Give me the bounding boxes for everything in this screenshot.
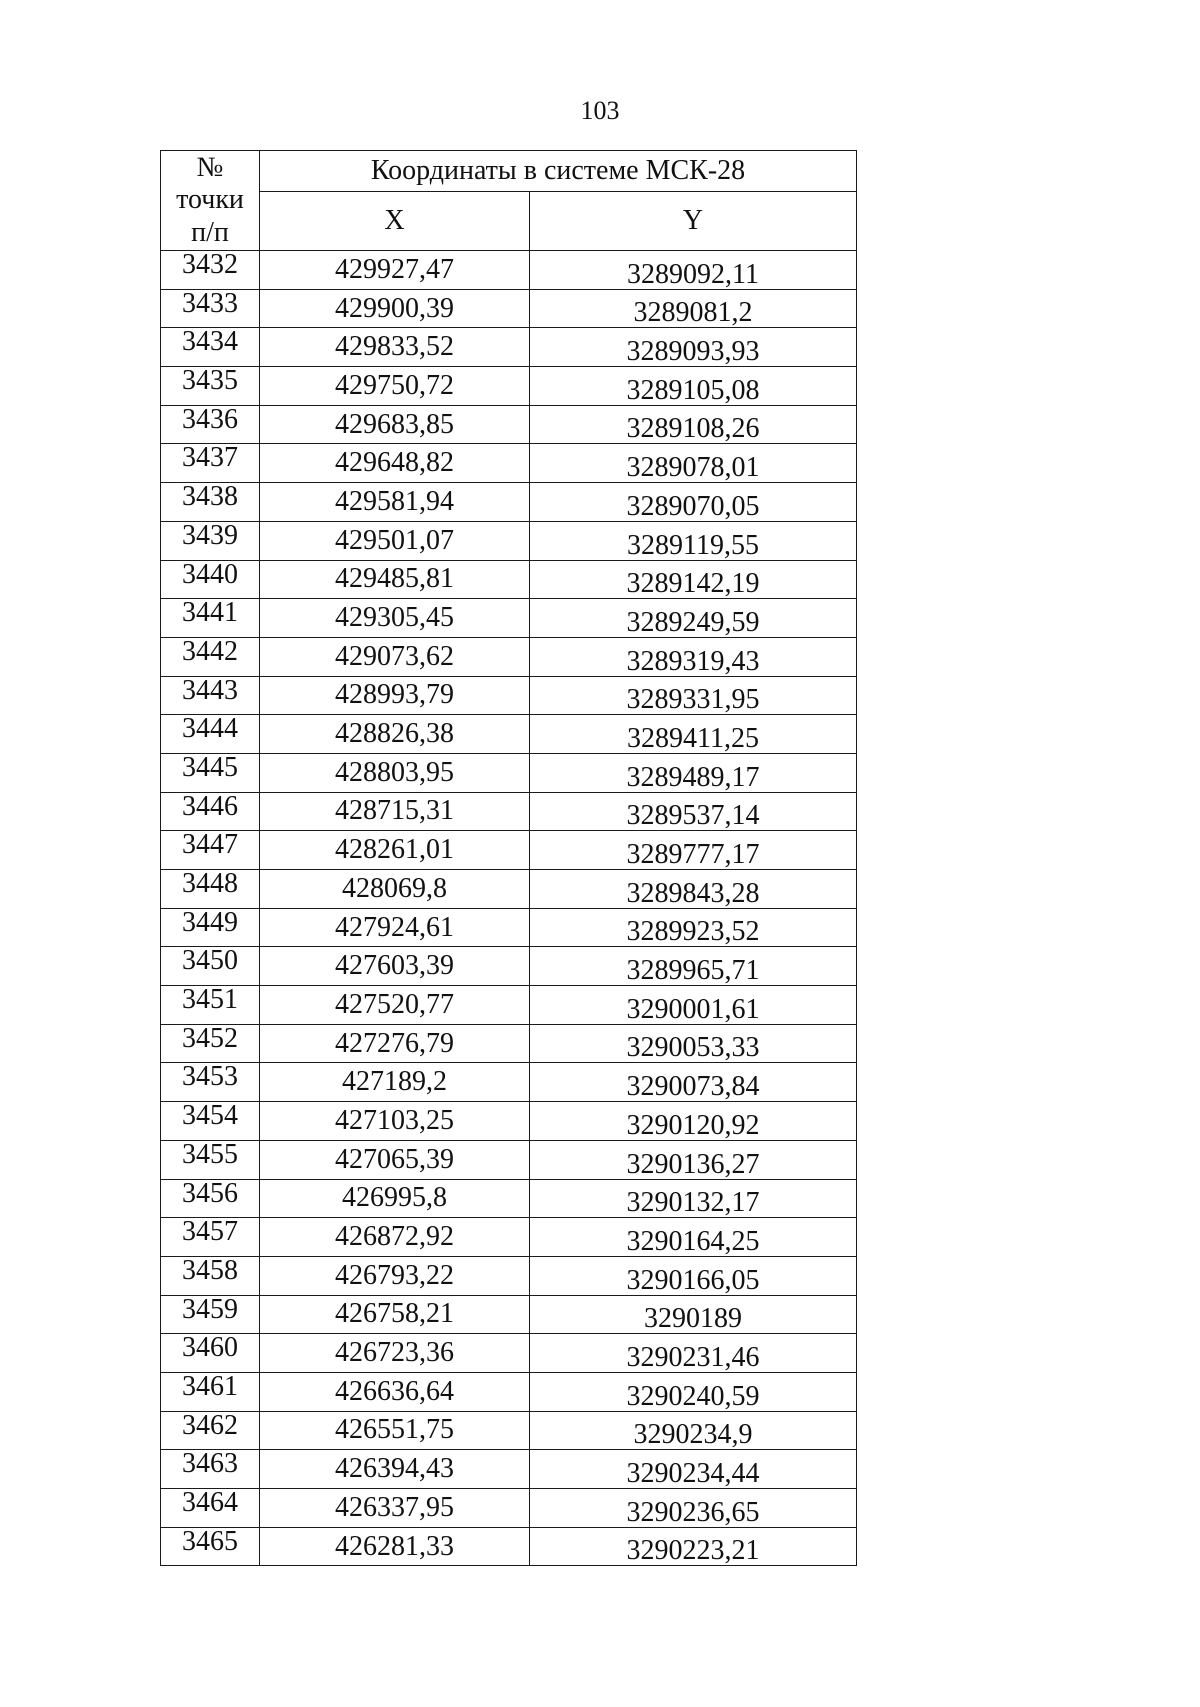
y-coordinate-cell: 3290236,65: [530, 1489, 857, 1528]
x-coordinate-cell: 429581,94: [260, 483, 530, 522]
x-coordinate-cell: 429073,62: [260, 637, 530, 676]
y-coordinate-cell: 3290166,05: [530, 1256, 857, 1295]
x-coordinate-cell: 427603,39: [260, 947, 530, 986]
point-number-cell: 3460: [161, 1334, 260, 1373]
table-row: [161, 986, 857, 1025]
y-coordinate-cell: 3289081,2: [530, 289, 857, 328]
table-row: [161, 251, 857, 290]
table-row: [161, 870, 857, 909]
coordinates-table: [160, 150, 857, 1566]
y-coordinate-cell: 3289843,28: [530, 870, 857, 909]
point-number-header: [161, 151, 260, 251]
x-coordinate-cell: 426723,36: [260, 1334, 530, 1373]
table-row: [161, 444, 857, 483]
x-coordinate-cell: 426758,21: [260, 1295, 530, 1334]
table-row: [161, 1179, 857, 1218]
x-coordinate-cell: 429683,85: [260, 405, 530, 444]
x-coordinate-cell: 428803,95: [260, 753, 530, 792]
y-coordinate-cell: 3289142,19: [530, 560, 857, 599]
y-coordinate-cell: 3289331,95: [530, 676, 857, 715]
point-number-cell: 3465: [161, 1527, 260, 1566]
coordinate-system-header: Координаты в системе МСК-28: [260, 151, 857, 192]
table-row: [161, 947, 857, 986]
x-column-header: X: [260, 192, 530, 251]
y-coordinate-cell: 3289777,17: [530, 831, 857, 870]
point-number-cell: 3445: [161, 753, 260, 792]
x-coordinate-cell: 427189,2: [260, 1063, 530, 1102]
x-coordinate-cell: 426337,95: [260, 1489, 530, 1528]
y-coordinate-cell: 3290053,33: [530, 1024, 857, 1063]
y-coordinate-cell: 3290164,25: [530, 1218, 857, 1257]
table-row: [161, 792, 857, 831]
table-row: [161, 831, 857, 870]
x-coordinate-cell: 426995,8: [260, 1179, 530, 1218]
point-number-cell: 3437: [161, 444, 260, 483]
y-coordinate-cell: 3290132,17: [530, 1179, 857, 1218]
table-row: [161, 1102, 857, 1141]
table-row: [161, 1295, 857, 1334]
x-coordinate-cell: 427520,77: [260, 986, 530, 1025]
y-coordinate-cell: 3290234,9: [530, 1411, 857, 1450]
point-number-cell: 3455: [161, 1140, 260, 1179]
point-number-header-line1: №: [196, 152, 224, 184]
table-row: [161, 1140, 857, 1179]
y-coordinate-cell: 3289092,11: [530, 251, 857, 290]
point-number-cell: 3451: [161, 986, 260, 1025]
table-row: [161, 367, 857, 406]
x-coordinate-cell: 429648,82: [260, 444, 530, 483]
x-coordinate-cell: 427065,39: [260, 1140, 530, 1179]
point-number-cell: 3443: [161, 676, 260, 715]
table-body: [161, 251, 857, 1566]
table-header: [161, 151, 857, 251]
point-number-cell: 3464: [161, 1489, 260, 1528]
point-number-cell: 3454: [161, 1102, 260, 1141]
point-number-cell: 3459: [161, 1295, 260, 1334]
x-coordinate-cell: 427276,79: [260, 1024, 530, 1063]
point-number-cell: 3435: [161, 367, 260, 406]
y-coordinate-cell: 3289105,08: [530, 367, 857, 406]
point-number-cell: 3448: [161, 870, 260, 909]
x-coordinate-cell: 426281,33: [260, 1527, 530, 1566]
point-number-cell: 3440: [161, 560, 260, 599]
y-coordinate-cell: 3290136,27: [530, 1140, 857, 1179]
table-row: [161, 1411, 857, 1450]
point-number-cell: 3461: [161, 1372, 260, 1411]
page-number: 103: [580, 96, 620, 125]
point-number-cell: 3436: [161, 405, 260, 444]
y-coordinate-cell: 3289108,26: [530, 405, 857, 444]
x-coordinate-cell: 426793,22: [260, 1256, 530, 1295]
y-coordinate-cell: 3289319,43: [530, 637, 857, 676]
table-row: [161, 715, 857, 754]
point-number-cell: 3457: [161, 1218, 260, 1257]
table-row: [161, 753, 857, 792]
table-row: [161, 1527, 857, 1566]
table-row: [161, 1334, 857, 1373]
point-number-cell: 3439: [161, 521, 260, 560]
point-number-cell: 3462: [161, 1411, 260, 1450]
table-row: [161, 328, 857, 367]
point-number-header-line2: точки: [176, 184, 244, 216]
x-coordinate-cell: 428069,8: [260, 870, 530, 909]
x-coordinate-cell: 429305,45: [260, 599, 530, 638]
y-column-header: Y: [530, 192, 857, 251]
table-row: [161, 1218, 857, 1257]
table-row: [161, 1372, 857, 1411]
point-number-cell: 3442: [161, 637, 260, 676]
point-number-cell: 3447: [161, 831, 260, 870]
table-row: [161, 1024, 857, 1063]
table-row: [161, 1256, 857, 1295]
y-coordinate-cell: 3289070,05: [530, 483, 857, 522]
point-number-cell: 3456: [161, 1179, 260, 1218]
table-row: [161, 289, 857, 328]
y-coordinate-cell: 3290231,46: [530, 1334, 857, 1373]
x-coordinate-cell: 429900,39: [260, 289, 530, 328]
point-number-cell: 3450: [161, 947, 260, 986]
x-coordinate-cell: 429927,47: [260, 251, 530, 290]
table-row: [161, 1450, 857, 1489]
point-number-cell: 3453: [161, 1063, 260, 1102]
table-row: [161, 1063, 857, 1102]
y-coordinate-cell: 3289249,59: [530, 599, 857, 638]
point-number-cell: 3441: [161, 599, 260, 638]
x-coordinate-cell: 429501,07: [260, 521, 530, 560]
table-row: [161, 676, 857, 715]
x-coordinate-cell: 428993,79: [260, 676, 530, 715]
y-coordinate-cell: 3290073,84: [530, 1063, 857, 1102]
x-coordinate-cell: 426551,75: [260, 1411, 530, 1450]
y-coordinate-cell: 3289489,17: [530, 753, 857, 792]
y-coordinate-cell: 3290120,92: [530, 1102, 857, 1141]
x-coordinate-cell: 426872,92: [260, 1218, 530, 1257]
y-coordinate-cell: 3290223,21: [530, 1527, 857, 1566]
table-row: [161, 908, 857, 947]
y-coordinate-cell: 3289965,71: [530, 947, 857, 986]
x-coordinate-cell: 426394,43: [260, 1450, 530, 1489]
y-coordinate-cell: 3289078,01: [530, 444, 857, 483]
table-row: [161, 483, 857, 522]
point-number-header-line3: п/п: [191, 216, 229, 248]
point-number-cell: 3444: [161, 715, 260, 754]
point-number-cell: 3433: [161, 289, 260, 328]
point-number-cell: 3452: [161, 1024, 260, 1063]
y-coordinate-cell: 3290189: [530, 1295, 857, 1334]
point-number-cell: 3432: [161, 251, 260, 290]
y-coordinate-cell: 3289411,25: [530, 715, 857, 754]
table-row: [161, 405, 857, 444]
table-row: [161, 599, 857, 638]
table-row: [161, 521, 857, 560]
x-coordinate-cell: 428826,38: [260, 715, 530, 754]
point-number-cell: 3458: [161, 1256, 260, 1295]
x-coordinate-cell: 428715,31: [260, 792, 530, 831]
x-coordinate-cell: 429750,72: [260, 367, 530, 406]
table-row: [161, 560, 857, 599]
y-coordinate-cell: 3289923,52: [530, 908, 857, 947]
point-number-cell: 3438: [161, 483, 260, 522]
y-coordinate-cell: 3289119,55: [530, 521, 857, 560]
point-number-cell: 3446: [161, 792, 260, 831]
point-number-cell: 3434: [161, 328, 260, 367]
table-row: [161, 637, 857, 676]
point-number-cell: 3449: [161, 908, 260, 947]
point-number-cell: 3463: [161, 1450, 260, 1489]
x-coordinate-cell: 428261,01: [260, 831, 530, 870]
y-coordinate-cell: 3290001,61: [530, 986, 857, 1025]
x-coordinate-cell: 429485,81: [260, 560, 530, 599]
table-row: [161, 1489, 857, 1528]
y-coordinate-cell: 3290240,59: [530, 1372, 857, 1411]
x-coordinate-cell: 429833,52: [260, 328, 530, 367]
y-coordinate-cell: 3289537,14: [530, 792, 857, 831]
x-coordinate-cell: 427924,61: [260, 908, 530, 947]
x-coordinate-cell: 426636,64: [260, 1372, 530, 1411]
x-coordinate-cell: 427103,25: [260, 1102, 530, 1141]
y-coordinate-cell: 3289093,93: [530, 328, 857, 367]
y-coordinate-cell: 3290234,44: [530, 1450, 857, 1489]
